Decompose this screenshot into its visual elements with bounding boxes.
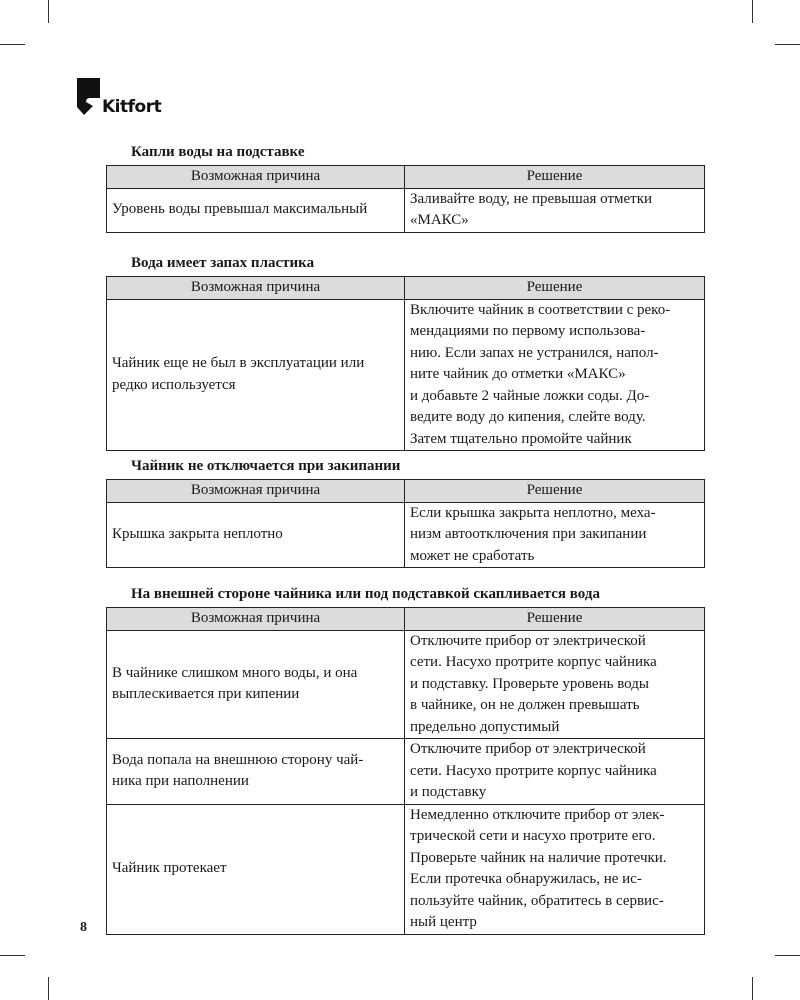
section-title: Вода имеет запах пластика [131, 255, 315, 271]
cause-cell: Крышка закрыта неплотно [107, 502, 405, 568]
section-title: На внешней стороне чайника или под подставкой скапливается вода [131, 586, 600, 602]
section-title: Капли воды на подставке [131, 144, 305, 160]
section-title: Чайник не отключается при закипании [131, 458, 401, 474]
header-cause: Возможная причина [107, 166, 405, 189]
section-drops-on-base [106, 144, 705, 233]
crop-mark [775, 955, 800, 956]
troubleshooting-table [106, 276, 705, 451]
crop-mark [752, 0, 753, 23]
header-solution: Решение [405, 608, 705, 631]
crop-mark [0, 955, 25, 956]
solution-cell: Немедленно отключите прибор от элек- трической сети и насухо протрите его. Проверьте чайник на наличие протечки. Если протечка обнаружилась, не ис- пользуйте чайник, обратитесь в сервис- ный центр [405, 804, 705, 934]
table-row [107, 739, 705, 805]
kitfort-logo [76, 76, 161, 116]
section-plastic-smell [106, 255, 705, 451]
section-no-auto-off [106, 458, 705, 568]
cause-cell: В чайнике слишком много воды, и она выплескивается при кипении [107, 630, 405, 739]
crop-mark [752, 977, 753, 1000]
kitfort-logo-icon [76, 76, 100, 116]
cause-cell: Уровень воды превышал максимальный [107, 188, 405, 232]
table-row [107, 630, 705, 739]
table-row [107, 804, 705, 934]
troubleshooting-table [106, 607, 705, 935]
cause-cell: Чайник еще не был в эксплуатации или редко используется [107, 299, 405, 451]
crop-mark [0, 44, 25, 45]
table-header-row [107, 608, 705, 631]
table-row [107, 188, 705, 232]
table-row [107, 299, 705, 451]
header-solution: Решение [405, 277, 705, 300]
table-header-row [107, 277, 705, 300]
table-header-row [107, 480, 705, 503]
header-solution: Решение [405, 480, 705, 503]
solution-cell: Если крышка закрыта неплотно, меха- низм автоотключения при закипании может не сработать [405, 502, 705, 568]
section-water-outside [106, 586, 705, 935]
header-cause: Возможная причина [107, 608, 405, 631]
troubleshooting-table [106, 165, 705, 233]
brand-name: Kitfort [102, 97, 162, 117]
crop-mark [775, 44, 800, 45]
solution-cell: Заливайте воду, не превышая отметки «МАКС» [405, 188, 705, 232]
cause-cell: Вода попала на внешнюю сторону чай- ника при наполнении [107, 739, 405, 805]
header-solution: Решение [405, 166, 705, 189]
crop-mark [48, 0, 49, 23]
cause-cell: Чайник протекает [107, 804, 405, 934]
header-cause: Возможная причина [107, 480, 405, 503]
solution-cell: Отключите прибор от электрической сети. Насухо протрите корпус чайника и подставку [405, 739, 705, 805]
crop-mark [48, 977, 49, 1000]
troubleshooting-table [106, 479, 705, 568]
page-number: 8 [80, 920, 87, 935]
table-header-row [107, 166, 705, 189]
table-row [107, 502, 705, 568]
solution-cell: Включите чайник в соответствии с реко- мендациями по первому использова- нию. Если запах не устранился, напол- ните чайник до отметки «МАКС» и добавьте 2 чайные ложки соды. До- ведите воду до кипения, слейте воду. Затем тщательно промойте чайник [405, 299, 705, 451]
solution-cell: Отключите прибор от электрической сети. Насухо протрите корпус чайника и подставку. Проверьте уровень воды в чайнике, он не должен превышать предельно допустимый [405, 630, 705, 739]
header-cause: Возможная причина [107, 277, 405, 300]
